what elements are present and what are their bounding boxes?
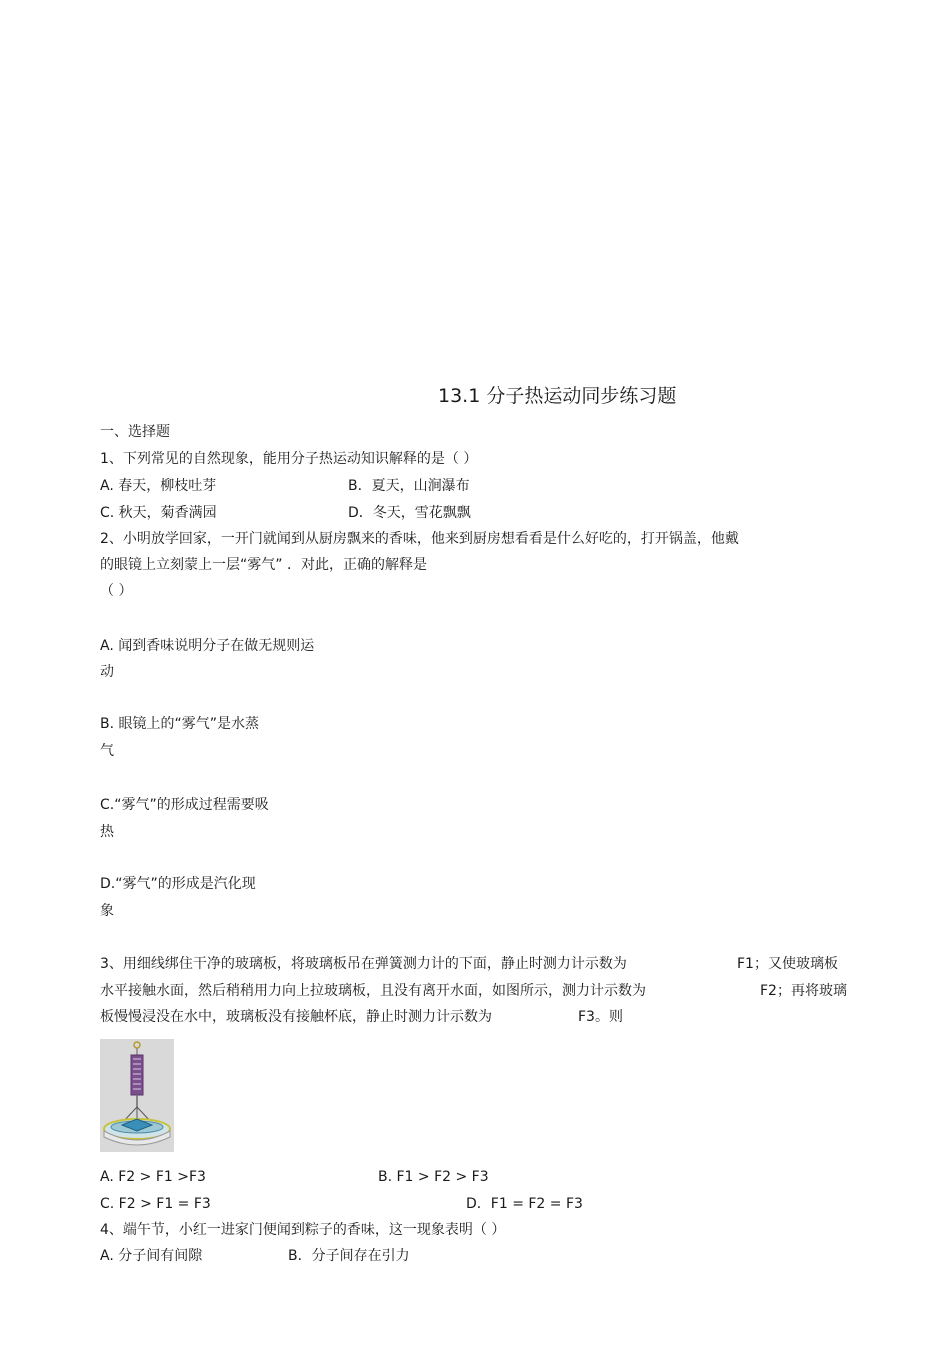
spring-scale-figure-drawing xyxy=(100,1039,174,1152)
question-2-option-b: B. 眼镜上的“雾气”是水蒸 xyxy=(100,716,260,732)
question-4-stem: 4、端午节，小红一进家门便闻到粽子的香味，这一现象表明（ ） xyxy=(100,1222,506,1238)
question-2-option-d: D.“雾气”的形成是汽化现 xyxy=(100,876,256,892)
question-1-option-b: B．夏天，山涧瀑布 xyxy=(348,478,470,494)
question-2-option-d-wrap: 象 xyxy=(100,903,114,919)
question-3-option-c: C. F2 > F1 = F3 xyxy=(100,1196,211,1212)
question-2-option-a: A. 闻到香味说明分子在做无规则运 xyxy=(100,638,315,654)
question-3-stem-line-2-tail: F2；再将玻璃 xyxy=(760,983,847,999)
question-3-option-a: A. F2 > F1 >F3 xyxy=(100,1169,206,1185)
question-2-stem-line-1: 2、小明放学回家，一开门就闻到从厨房飘来的香味，他来到厨房想看看是什么好吃的，打开锅盖，他戴 xyxy=(100,531,739,547)
question-1-option-c: C. 秋天，菊香满园 xyxy=(100,505,217,521)
question-3-stem-line-2: 水平接触水面，然后稍稍用力向上拉玻璃板，且没有离开水面，如图所示，测力计示数为 xyxy=(100,983,646,999)
question-2-option-a-wrap: 动 xyxy=(100,664,114,680)
question-1-option-a: A. 春天，柳枝吐芽 xyxy=(100,478,217,494)
question-3-stem-line-1-tail: F1；又使玻璃板 xyxy=(737,956,838,972)
question-3-stem-line-3: 板慢慢浸没在水中，玻璃板没有接触杯底，静止时测力计示数为 xyxy=(100,1009,492,1025)
question-3-stem-line-3-tail: F3。则 xyxy=(578,1009,623,1025)
question-3-option-d: D．F1 = F2 = F3 xyxy=(466,1196,583,1212)
question-2-stem-line-2: 的眼镜上立刻蒙上一层“雾气” ．对此，正确的解释是 xyxy=(100,557,427,573)
section-heading: 一、选择题 xyxy=(100,424,170,440)
page-title: 13.1 分子热运动同步练习题 xyxy=(438,385,677,407)
question-2-option-c: C.“雾气”的形成过程需要吸 xyxy=(100,797,269,813)
question-1-option-d: D．冬天，雪花飘飘 xyxy=(348,505,471,521)
question-2-option-c-wrap: 热 xyxy=(100,824,114,840)
question-2-stem-line-3: （ ） xyxy=(100,583,133,599)
question-4-option-b: B．分子间存在引力 xyxy=(288,1248,410,1264)
question-1-stem: 1、下列常见的自然现象，能用分子热运动知识解释的是（ ） xyxy=(100,451,478,467)
spring-scale-glass-plate-figure xyxy=(100,1039,174,1152)
question-2-option-b-wrap: 气 xyxy=(100,743,114,759)
question-4-option-a: A. 分子间有间隙 xyxy=(100,1248,203,1264)
question-3-stem-line-1: 3、用细线绑住干净的玻璃板，将玻璃板吊在弹簧测力计的下面，静止时测力计示数为 xyxy=(100,956,627,972)
question-3-option-b: B. F1 > F2 > F3 xyxy=(378,1169,489,1185)
